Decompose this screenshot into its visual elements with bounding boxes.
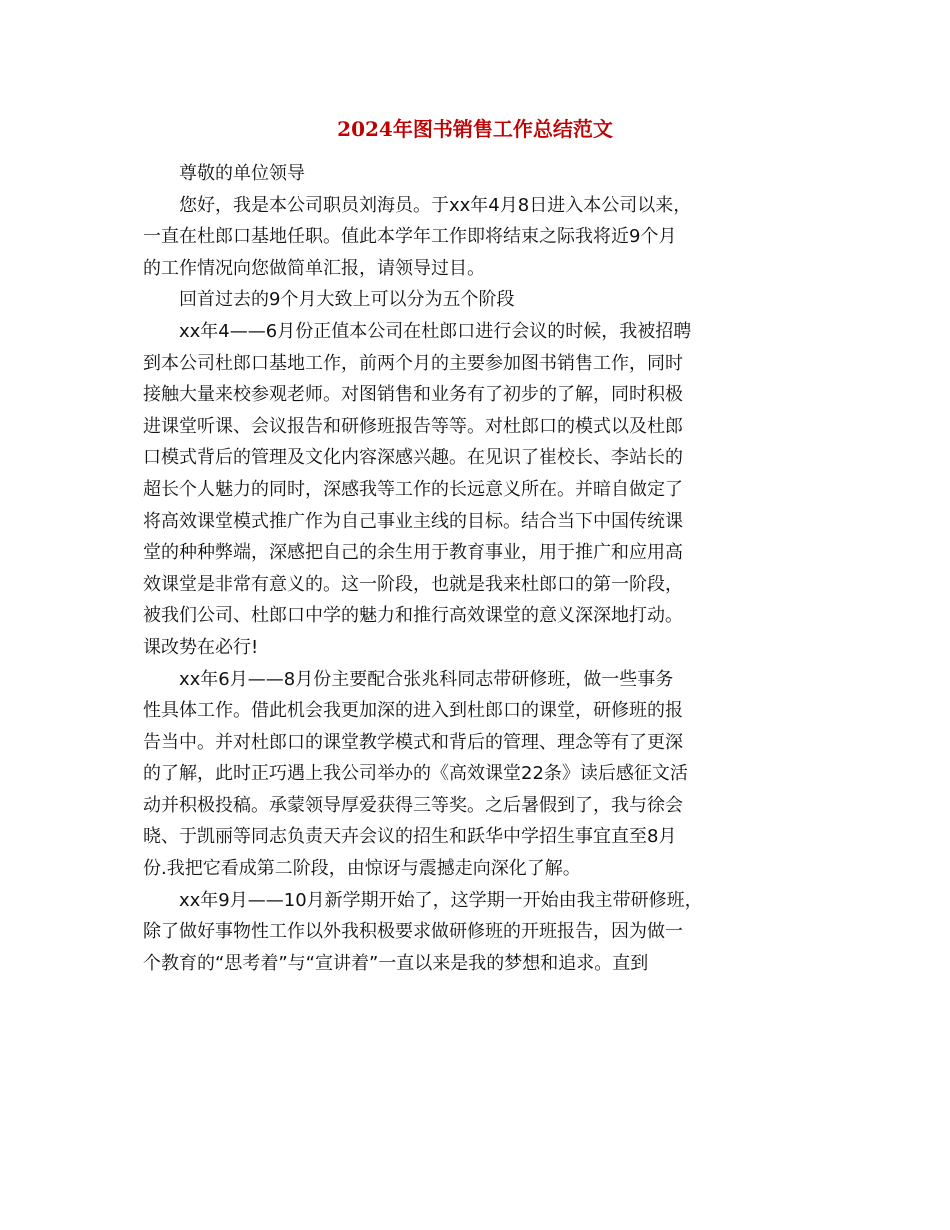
text-line: 效课堂是非常有意义的。这一阶段，也就是我来杜郎口的第一阶段， (143, 573, 683, 595)
text-line: xx年4——6月份正值本公司在杜郎口进行会议的时候，我被招聘 (179, 320, 692, 342)
text-line: 回首过去的9个月大致上可以分为五个阶段 (179, 289, 515, 311)
text-line: 被我们公司、杜郎口中学的魅力和推行高效课堂的意义深深地打动。 (143, 605, 683, 627)
document-title: 2024年图书销售工作总结范文 (337, 117, 613, 141)
paragraph-stage-three (143, 885, 809, 980)
paragraph-stage-one (143, 316, 809, 664)
text-line: 尊敬的单位领导 (179, 163, 305, 184)
text-line: 课改势在必行! (143, 636, 259, 658)
text-line: 口模式背后的管理及文化内容深感兴趣。在见识了崔校长、李站长的 (143, 447, 683, 469)
text-line: 的了解，此时正巧遇上我公司举办的《高效课堂22条》读后感征文活 (143, 763, 688, 785)
text-line: 晓、于凯丽等同志负责天卉会议的招生和跃华中学招生事宜直至8月 (143, 826, 677, 848)
paragraph-stage-two (143, 664, 809, 885)
text-line: 一直在杜郎口基地任职。值此本学年工作即将结束之际我将近9个月 (143, 226, 677, 248)
paragraph-greeting (143, 190, 809, 285)
text-line: 个教育的“思考着”与“宣讲着”一直以来是我的梦想和追求。直到 (143, 952, 649, 974)
text-line: 将高效课堂模式推广作为自己事业主线的目标。结合当下中国传统课 (143, 510, 683, 532)
text-line: 接触大量来校参观老师。对图销售和业务有了初步的了解，同时积极 (143, 384, 683, 406)
text-line: 超长个人魅力的同时，深感我等工作的长远意义所在。并暗自做定了 (143, 478, 683, 500)
text-line: 性具体工作。借此机会我更加深的进入到杜郎口的课堂，研修班的报 (143, 700, 683, 722)
paragraph-salutation (143, 158, 809, 190)
text-line: 堂的种种弊端，深感把自己的余生用于教育事业，用于推广和应用高 (143, 542, 683, 564)
text-line: 到本公司杜郎口基地工作，前两个月的主要参加图书销售工作，同时 (143, 352, 683, 374)
text-line: 除了做好事物性工作以外我积极要求做研修班的开班报告，因为做一 (143, 921, 683, 943)
text-line: 您好，我是本公司职员刘海员。于xx年4月8日进入本公司以来， (179, 194, 692, 216)
text-line: 进课堂听课、会议报告和研修班报告等等。对杜郎口的模式以及杜郎 (143, 415, 683, 437)
paragraph-overview (143, 284, 809, 316)
text-line: 的工作情况向您做简单汇报，请领导过目。 (143, 257, 485, 279)
text-line: 告当中。并对杜郎口的课堂教学模式和背后的管理、理念等有了更深 (143, 731, 683, 753)
text-line: 份.我把它看成第二阶段，由惊讶与震撼走向深化了解。 (143, 858, 581, 880)
text-line: xx年6月——8月份主要配合张兆科同志带研修班，做一些事务 (179, 668, 674, 690)
text-line: 动并积极投稿。承蒙领导厚爱获得三等奖。之后暑假到了，我与徐会 (143, 794, 683, 816)
text-line: xx年9月——10月新学期开始了，这学期一开始由我主带研修班， (179, 889, 703, 911)
document-body (143, 158, 809, 979)
